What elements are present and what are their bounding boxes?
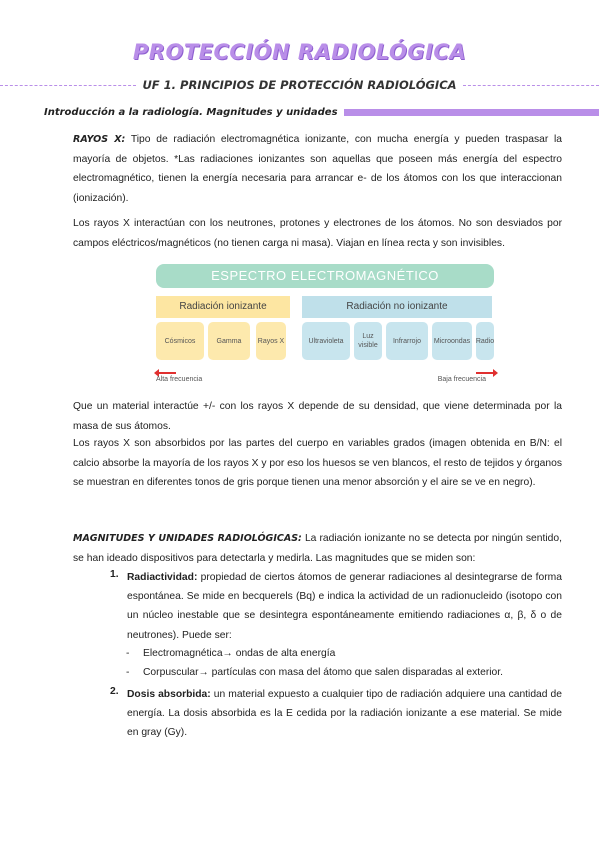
low-frequency-arrow: [476, 372, 494, 374]
box-ultravioleta: Ultravioleta: [302, 322, 350, 360]
bullet-2: Corpuscular→ partículas con masa del átomo que salen disparadas al exterior.: [143, 667, 504, 678]
rayos-paragraph: [73, 130, 562, 208]
box-infrarrojo: Infrarrojo: [386, 322, 428, 360]
box-rayos-x: Rayos X: [256, 322, 286, 360]
spectrum-figure: [152, 264, 496, 390]
spectrum-header: ESPECTRO ELECTROMAGNÉTICO: [156, 264, 494, 288]
section-header: [44, 104, 599, 120]
section-title: Introducción a la radiología. Magnitudes y unidades: [44, 106, 338, 118]
box-luz-visible: Luz visible: [354, 322, 382, 360]
box-cosmicos: Cósmicos: [156, 322, 204, 360]
high-frequency-arrow: [158, 372, 176, 374]
nonionizing-label: Radiación no ionizante: [302, 296, 492, 318]
magnitudes-paragraph: [73, 529, 562, 568]
magnitudes-intro: La radiación ionizante no se detecta por ningún sentido, se han ideado dispositivos para detectarla y medirla. Las magnitudes que se miden son:: [73, 533, 562, 564]
high-frequency-label: Alta frecuencia: [156, 376, 203, 383]
box-radio: Radio: [476, 322, 494, 360]
subtitle-row: [0, 76, 599, 94]
rayos-definition: Tipo de radiación electromagnética ionizante, con mucha energía y pueden traspasar la mayoría de objetos. *Las radiaciones ionizantes son aquellas que poseen más energía del espectro electromagnético, tienen la energía necesaria para arrancar e- de los átomos con los que interaccionan (ionización).: [73, 134, 562, 204]
rayos-interaction-paragraph: Los rayos X interactúan con los neutrones, protones y electrones de los átomos. No son desviados por campos eléctricos/magnéticos (no tienen carga ni masa). Viajan en línea recta y son invisibles.: [73, 218, 562, 249]
bullet-2-dash: -: [126, 667, 130, 678]
bullet-1-dash: -: [126, 648, 130, 659]
divider-right: [463, 85, 599, 86]
section-bar: [344, 109, 599, 116]
ionizing-label: Radiación ionizante: [156, 296, 290, 318]
box-microondas: Microondas: [432, 322, 472, 360]
divider-left: [0, 85, 136, 86]
box-gamma: Gamma: [208, 322, 250, 360]
item-1-title: Radiactividad:: [127, 572, 198, 583]
unit-subtitle: UF 1. PRINCIPIOS DE PROTECCIÓN RADIOLÓGICA: [142, 78, 457, 92]
item-1-number: 1.: [110, 569, 119, 580]
item-2-text: [127, 685, 562, 743]
low-frequency-label: Baja frecuencia: [437, 376, 486, 383]
bullet-1: Electromagnética→ ondas de alta energía: [143, 648, 336, 659]
rayos-label: RAYOS X:: [73, 134, 126, 145]
magnitudes-label: MAGNITUDES Y UNIDADES RADIOLÓGICAS:: [73, 533, 302, 544]
page-title: PROTECCIÓN RADIOLÓGICA: [132, 40, 467, 64]
item-2-number: 2.: [110, 686, 119, 697]
item-1-body: propiedad de ciertos átomos de generar radiaciones al desintegrarse de forma espontánea. Se mide en becquerels (Bq) e indica la actividad de un radionucleido (isotopo con un núcleo inestable que se desintegra espontáneamente emitiendo radiaciones α, β, δ o de neutrones). Puede ser:: [127, 572, 562, 641]
density-paragraph: Que un material interactúe +/- con los rayos X depende de su densidad, que viene determinada por la masa de sus átomos.: [73, 401, 562, 432]
item-2-body: un material expuesto a cualquier tipo de radiación adquiere una cantidad de energía. La dosis absorbida es la E cedida por la radiación ionizante a ese material. Se mide en gray (Gy).: [127, 689, 562, 739]
item-1-text: [127, 568, 562, 645]
item-2-title: Dosis absorbida:: [127, 689, 211, 700]
absorption-paragraph: Los rayos X son absorbidos por las partes del cuerpo en variables grados (imagen obtenida en B/N: el calcio absorbe la mayoría de los rayos X y por eso los huesos se ven blancos, el resto de tejidos y órganos se muestran en diferentes tonos de gris porque tienen una menor absorción y el aire se ve en negro).: [73, 438, 562, 489]
